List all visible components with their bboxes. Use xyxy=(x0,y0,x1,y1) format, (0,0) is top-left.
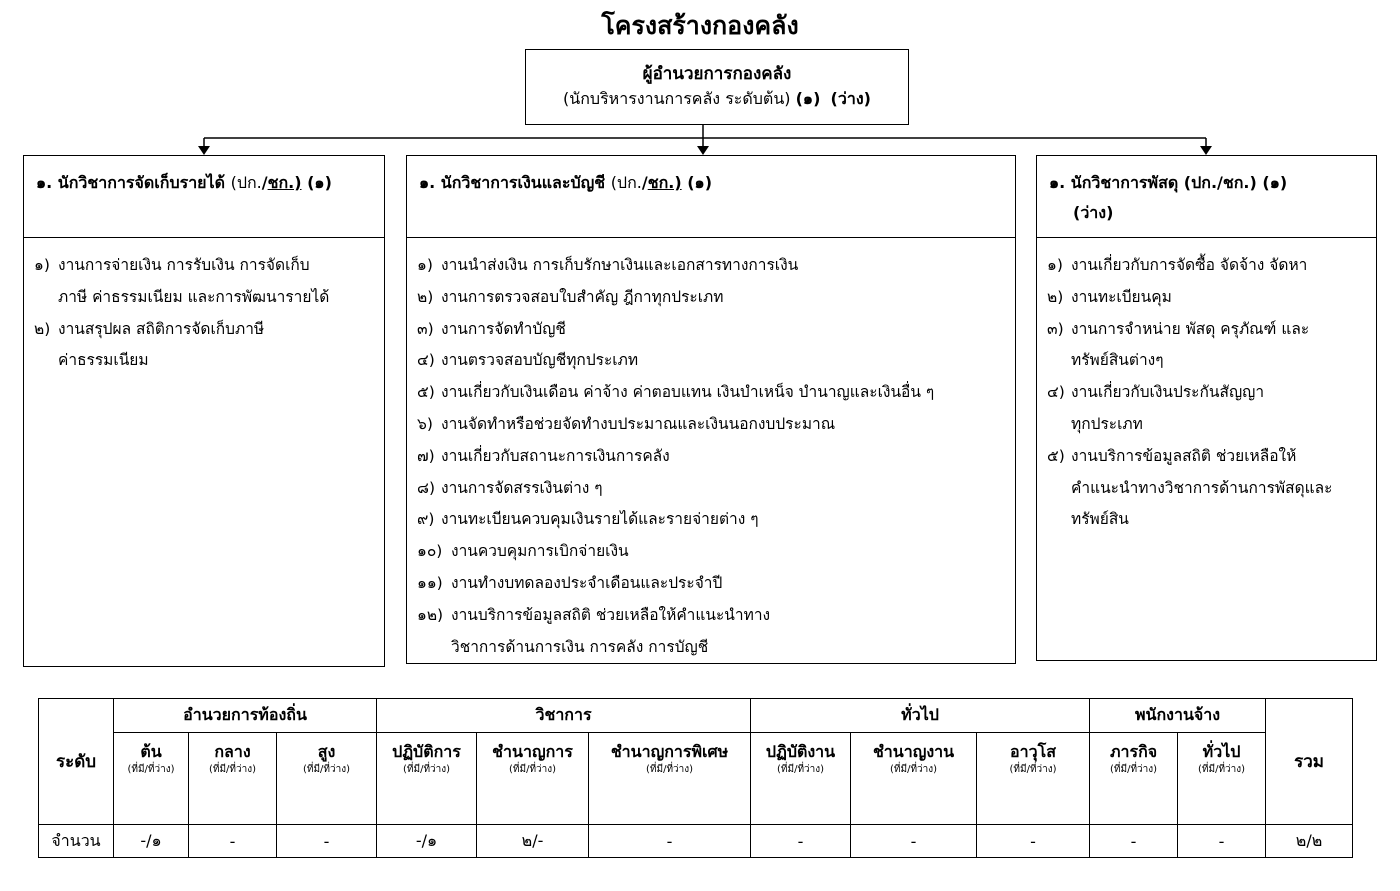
finance-division-box xyxy=(406,155,1016,664)
revenue-division-slash: / xyxy=(261,173,268,192)
total-header: รวม xyxy=(1266,699,1353,825)
table-row xyxy=(39,825,1353,858)
finance-division-header xyxy=(407,156,1015,238)
group-header: ทั่วไป xyxy=(751,699,1090,733)
level-cell: ชำนาญการ (ที่มี/ที่ว่าง) xyxy=(477,733,589,825)
count-cell: - xyxy=(277,825,377,858)
count-cell: ๒/- xyxy=(477,825,589,858)
finance-duties-list xyxy=(407,238,1015,663)
count-cell: - xyxy=(851,825,977,858)
supplies-division-title: ๑. นักวิชาการพัสดุ (ปก./ชก.) (๑) xyxy=(1049,173,1288,192)
finance-division-title: ๑. นักวิชาการเงินและบัญชี xyxy=(419,173,606,192)
org-connector-lines xyxy=(0,0,1400,160)
duty-item: ๕) งานเกี่ยวกับเงินเดือน ค่าจ้าง ค่าตอบแทน เงินบำเหน็จ บำนาญและเงินอื่น ๆ xyxy=(417,383,935,402)
count-cell: -/๑ xyxy=(114,825,189,858)
level-cell: ปฏิบัติการ (ที่มี/ที่ว่าง) xyxy=(377,733,477,825)
supplies-division-box xyxy=(1036,155,1377,661)
page-title: โครงสร้างกองคลัง xyxy=(601,11,799,40)
director-vacancy: (ว่าง) xyxy=(830,89,871,108)
director-title: ผู้อำนวยการกองคลัง xyxy=(642,64,792,84)
finance-division-pre: (ปก. xyxy=(610,173,642,192)
duty-item: ๑) งานเกี่ยวกับการจัดซื้อ จัดจ้าง จัดหา xyxy=(1047,256,1308,274)
revenue-division-header xyxy=(24,156,384,238)
supplies-division-header xyxy=(1037,156,1376,238)
duty-item: ๒) งานการตรวจสอบใบสำคัญ ฎีกาทุกประเภท xyxy=(417,287,724,306)
director-position: (นักบริหารงานการคลัง ระดับต้น) xyxy=(563,89,791,108)
level-cell: กลาง (ที่มี/ที่ว่าง) xyxy=(189,733,277,825)
revenue-division-level: ชก.) xyxy=(267,173,302,192)
level-cell: สูง (ที่มี/ที่ว่าง) xyxy=(277,733,377,825)
supplies-duties-list xyxy=(1037,238,1376,660)
duty-item: ๑๒) งานบริการข้อมูลสถิติ ช่วยเหลือให้คำแนะนำทาง xyxy=(417,605,771,624)
revenue-division-title: ๑. นักวิชาการจัดเก็บรายได้ xyxy=(36,173,225,192)
finance-division-slash: / xyxy=(641,173,648,192)
level-cell: ต้น (ที่มี/ที่ว่าง) xyxy=(114,733,189,825)
level-cell: ชำนาญงาน (ที่มี/ที่ว่าง) xyxy=(851,733,977,825)
duty-item: ๑๐) งานควบคุมการเบิกจ่ายเงิน xyxy=(417,542,629,561)
duty-item: ๗) งานเกี่ยวกับสถานะการเงินการคลัง xyxy=(417,446,670,465)
duty-item: ๑๑) งานทำงบทดลองประจำเดือนและประจำปี xyxy=(417,573,723,592)
group-header: อำนวยการท้องถิ่น xyxy=(114,699,377,733)
revenue-division-count: (๑) xyxy=(307,173,332,192)
count-cell: -/๑ xyxy=(377,825,477,858)
level-cell: ชำนาญการพิเศษ (ที่มี/ที่ว่าง) xyxy=(589,733,751,825)
duty-item-continued: ทรัพย์สิน xyxy=(1071,510,1129,529)
arrow-right-icon xyxy=(1200,146,1212,155)
finance-division-count: (๑) xyxy=(687,173,712,192)
director-count: (๑) xyxy=(795,89,821,108)
duty-item: ๔) งานเกี่ยวกับเงินประกันสัญญา xyxy=(1047,383,1265,402)
revenue-division-pre: (ปก. xyxy=(230,173,262,192)
duty-item-continued: ค่าธรรมเนียม xyxy=(58,351,149,370)
duty-item: ๒) งานสรุปผล สถิติการจัดเก็บภาษี xyxy=(34,319,265,338)
duty-item: ๓) งานการจำหน่าย พัสดุ ครุภัณฑ์ และ xyxy=(1047,319,1310,338)
count-cell: - xyxy=(977,825,1090,858)
count-cell: - xyxy=(589,825,751,858)
group-header: วิชาการ xyxy=(377,699,751,733)
arrow-middle-icon xyxy=(697,146,709,155)
count-cell: - xyxy=(189,825,277,858)
duty-item-continued: ทรัพย์สินต่างๆ xyxy=(1071,351,1164,370)
arrow-left-icon xyxy=(198,146,210,155)
duty-item-continued: วิชาการด้านการเงิน การคลัง การบัญชี xyxy=(451,637,709,656)
group-header: พนักงานจ้าง xyxy=(1090,699,1266,733)
duty-item: ๔) งานตรวจสอบบัญชีทุกประเภท xyxy=(417,351,639,370)
total-cell: ๒/๒ xyxy=(1266,825,1353,858)
level-cell: ทั่วไป (ที่มี/ที่ว่าง) xyxy=(1178,733,1266,825)
duty-item: ๖) งานจัดทำหรือช่วยจัดทำงบประมาณและเงินนอกงบประมาณ xyxy=(417,414,836,433)
count-cell: - xyxy=(1178,825,1266,858)
level-header: ระดับ xyxy=(39,699,114,825)
staff-summary-table xyxy=(38,698,1353,858)
duty-item-continued: คำแนะนำทางวิชาการด้านการพัสดุและ xyxy=(1071,478,1333,497)
level-cell: อาวุโส (ที่มี/ที่ว่าง) xyxy=(977,733,1090,825)
count-cell: - xyxy=(1090,825,1178,858)
duty-item-continued: ภาษี ค่าธรรมเนียม และการพัฒนารายได้ xyxy=(58,287,330,306)
revenue-division-box xyxy=(23,155,385,667)
duty-item: ๓) งานการจัดทำบัญชี xyxy=(417,319,566,338)
row-label: จำนวน xyxy=(39,825,114,858)
duty-item: ๑) งานการจ่ายเงิน การรับเงิน การจัดเก็บ xyxy=(34,256,310,274)
duty-item: ๑) งานนำส่งเงิน การเก็บรักษาเงินและเอกสารทางการเงิน xyxy=(417,256,799,274)
level-cell: ภารกิจ (ที่มี/ที่ว่าง) xyxy=(1090,733,1178,825)
duty-item-continued: ทุกประเภท xyxy=(1071,414,1143,433)
supplies-division-vacancy: (ว่าง) xyxy=(1073,203,1114,222)
finance-division-level: ชก.) xyxy=(647,173,682,192)
count-cell: - xyxy=(751,825,851,858)
duty-item: ๕) งานบริการข้อมูลสถิติ ช่วยเหลือให้ xyxy=(1047,446,1297,465)
duty-item: ๒) งานทะเบียนคุม xyxy=(1047,287,1172,306)
duty-item: ๘) งานการจัดสรรเงินต่าง ๆ xyxy=(417,478,603,497)
duty-item: ๙) งานทะเบียนควบคุมเงินรายได้และรายจ่ายต่าง ๆ xyxy=(417,510,759,529)
revenue-duties-list xyxy=(24,238,384,666)
level-cell: ปฏิบัติงาน (ที่มี/ที่ว่าง) xyxy=(751,733,851,825)
